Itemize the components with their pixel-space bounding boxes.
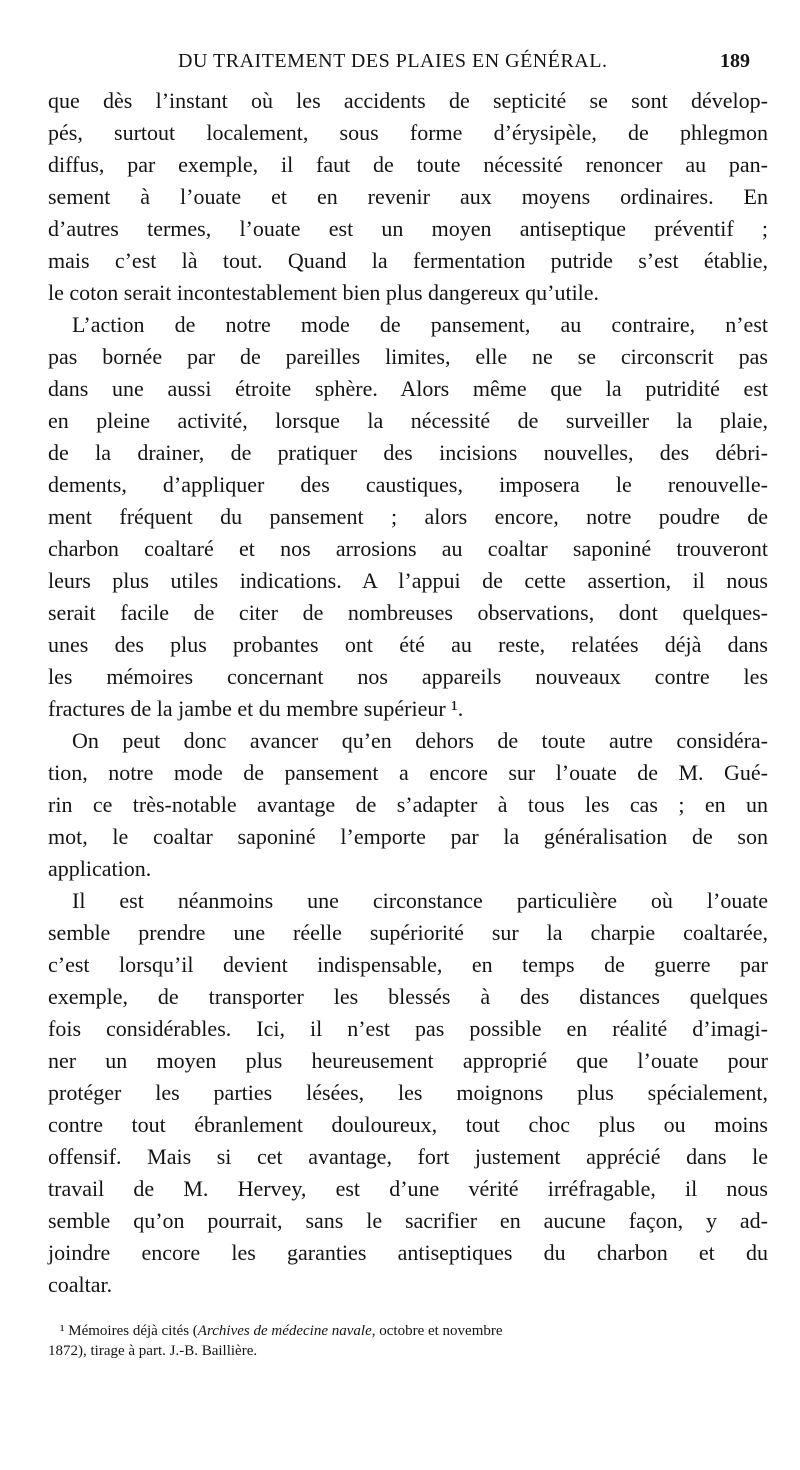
text-line: tion, notre mode de pansement a encore sur l’ouate de M. Gué- (48, 760, 768, 785)
footnote-journal-title: Archives de médecine navale (197, 1323, 372, 1339)
text-line: contre tout ébranlement douloureux, tout choc plus ou moins (48, 1112, 768, 1137)
footnote-line: 1872), tirage à part. J.-B. Baillière. (48, 1343, 258, 1359)
text-line: ment fréquent du pansement ; alors encore, notre poudre de (48, 504, 768, 529)
body-text (48, 85, 768, 1361)
text-line: en pleine activité, lorsque la nécessité de surveiller la plaie, (48, 408, 768, 433)
paragraph (48, 309, 768, 725)
text-line: joindre encore les garanties antiseptiques du charbon et du (48, 1240, 768, 1265)
paragraph (48, 885, 768, 1301)
text-line: fois considérables. Ici, il n’est pas possible en réalité d’imagi- (48, 1016, 768, 1041)
text-line: exemple, de transporter les blessés à des distances quelques (48, 984, 768, 1009)
text-line: le coton serait incontestablement bien plus dangereux qu’utile. (48, 280, 600, 305)
text-line: travail de M. Hervey, est d’une vérité irréfragable, il nous (48, 1176, 768, 1201)
text-line: pés, surtout localement, sous forme d’érysipèle, de phlegmon (48, 120, 768, 145)
text-line: dans une aussi étroite sphère. Alors même que la putridité est (48, 376, 768, 401)
running-title: DU TRAITEMENT DES PLAIES EN GÉNÉRAL. (178, 50, 608, 72)
text-line: semble prendre une réelle supériorité sur la charpie coaltarée, (48, 920, 768, 945)
text-line: coaltar. (48, 1272, 113, 1297)
text-line: diffus, par exemple, il faut de toute nécessité renoncer au pan- (48, 152, 768, 177)
footnote-line (48, 1321, 768, 1341)
text-line: charbon coaltaré et nos arrosions au coaltar saponiné trouveront (48, 536, 768, 561)
text-line: mot, le coaltar saponiné l’emporte par la généralisation de son (48, 824, 768, 849)
text-line: ner un moyen plus heureusement approprié que l’ouate pour (48, 1048, 768, 1073)
paragraph (48, 85, 768, 309)
paragraph (48, 725, 768, 885)
text-line: les mémoires concernant nos appareils nouveaux contre les (48, 664, 768, 689)
footnote-text: Mémoires déjà cités ( (68, 1323, 198, 1339)
text-line: que dès l’instant où les accidents de septicité se sont dévelop- (48, 88, 768, 113)
footnote-marker: ¹ (60, 1323, 65, 1339)
text-line: d’autres termes, l’ouate est un moyen antiseptique préventif ; (48, 216, 768, 241)
text-line: mais c’est là tout. Quand la fermentation putride s’est établie, (48, 248, 768, 273)
text-line: L’action de notre mode de pansement, au contraire, n’est (72, 312, 768, 337)
text-line: serait facile de citer de nombreuses observations, dont quelques- (48, 600, 768, 625)
text-line: pas bornée par de pareilles limites, elle ne se circonscrit pas (48, 344, 768, 369)
page-header (118, 50, 750, 80)
text-line: unes des plus probantes ont été au reste, relatées déjà dans (48, 632, 768, 657)
text-line: leurs plus utiles indications. A l’appui de cette assertion, il nous (48, 568, 768, 593)
text-line: Il est néanmoins une circonstance particulière où l’ouate (72, 888, 768, 913)
text-line: semble qu’on pourrait, sans le sacrifier en aucune façon, y ad- (48, 1208, 768, 1233)
text-line: de la drainer, de pratiquer des incisions nouvelles, des débri- (48, 440, 768, 465)
text-line: rin ce très-notable avantage de s’adapter à tous les cas ; en un (48, 792, 768, 817)
footnote (48, 1321, 768, 1361)
page-number: 189 (720, 50, 750, 72)
text-line: fractures de la jambe et du membre supérieur ¹. (48, 696, 464, 721)
text-line: On peut donc avancer qu’en dehors de toute autre considéra- (72, 728, 768, 753)
text-line: sement à l’ouate et en revenir aux moyens ordinaires. En (48, 184, 768, 209)
footnote-text: , octobre et novembre (371, 1323, 503, 1339)
text-line: application. (48, 856, 152, 881)
text-line: offensif. Mais si cet avantage, fort justement apprécié dans le (48, 1144, 768, 1169)
text-line: dements, d’appliquer des caustiques, imposera le renouvelle- (48, 472, 768, 497)
text-line: c’est lorsqu’il devient indispensable, en temps de guerre par (48, 952, 768, 977)
text-line: protéger les parties lésées, les moignons plus spécialement, (48, 1080, 768, 1105)
footnote-gap (48, 1301, 768, 1321)
